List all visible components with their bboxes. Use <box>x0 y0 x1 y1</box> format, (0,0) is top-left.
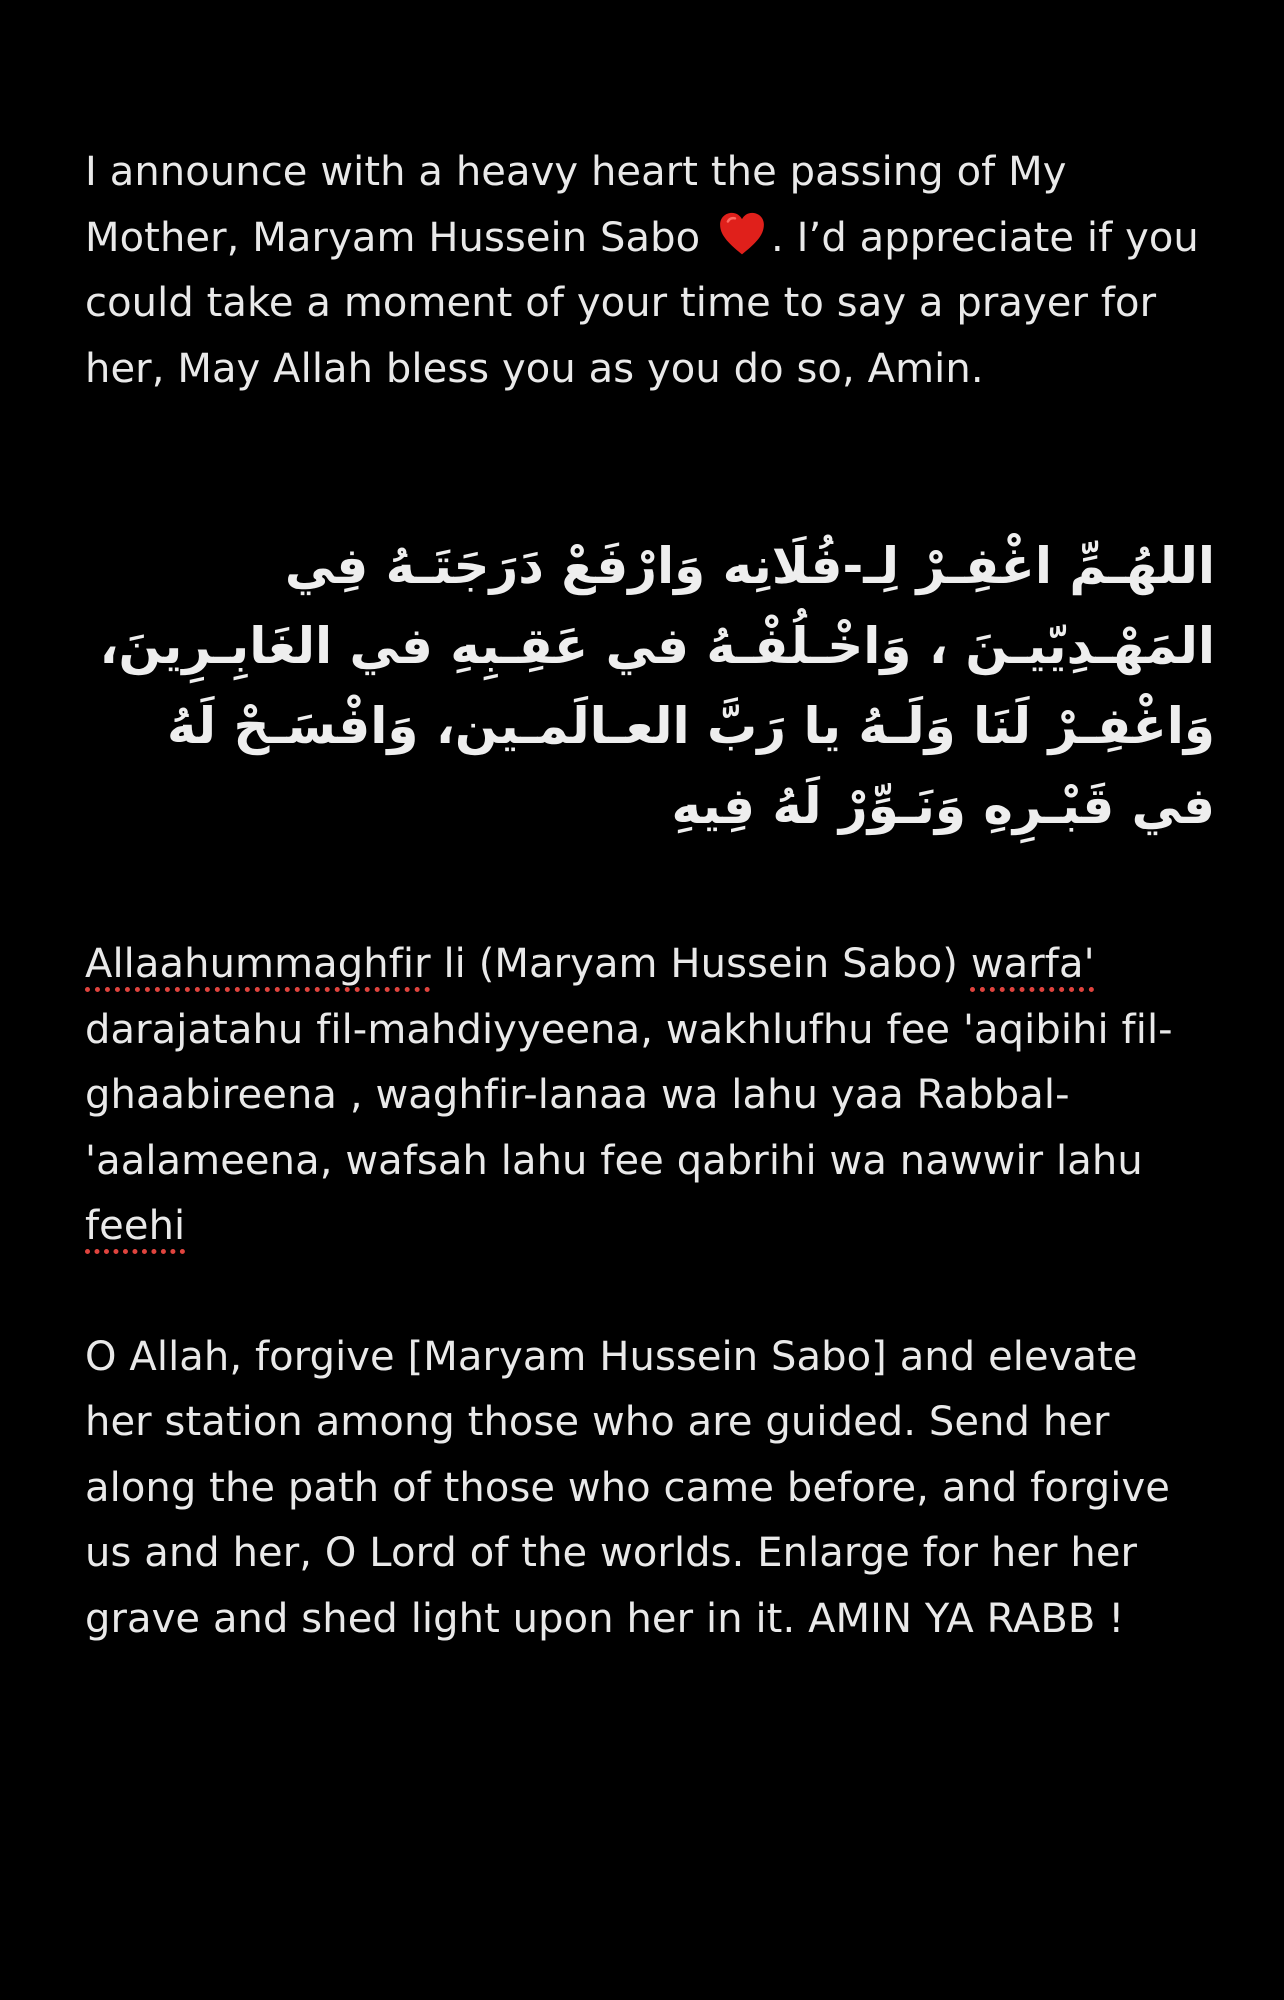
misspelled-word-feehi[interactable]: feehi <box>85 1203 186 1249</box>
note-body[interactable] <box>85 140 1215 1652</box>
transliteration-segment-2: li (Maryam Hussein Sabo) <box>430 941 971 987</box>
transliteration-paragraph[interactable] <box>85 932 1215 1260</box>
misspelled-word-warfa[interactable]: warfa' <box>970 941 1095 987</box>
transliteration-segment-3: darajatahu fil-mahdiyyeena, wakhlufhu fee 'aqibihi fil-ghaabireena , waghfir-lanaa wa lahu yaa Rabbal-'aalameena, wafsah lahu fee qabrihi wa nawwir lahu <box>85 1006 1173 1184</box>
intro-paragraph[interactable] <box>85 140 1215 402</box>
intro-text-part1: I announce with a heavy heart the passing of My Mother, Maryam Hussein Sabo <box>85 149 1067 261</box>
red-heart-icon <box>717 209 767 259</box>
arabic-dua[interactable]: اللهُـمِّ اغْفِـرْ لِـ-فُلَانِه وَارْفَعْ دَرَجَتَـهُ فِي المَهْـدِيّيـنَ ، وَاخْـلُفْـهُ في عَقِـبِهِ في الغَابِـرِينَ، وَاغْفِـرْ لَنَا وَلَـهُ يا رَبَّ العـالَمـين، وَافْسَـحْ لَهُ في قَبْـرِهِ وَنَـوِّرْ لَهُ فِيهِ <box>99 537 1215 835</box>
misspelled-word-allaahummaghfir[interactable]: Allaahummaghfir <box>85 941 431 987</box>
translation-paragraph[interactable]: O Allah, forgive [Maryam Hussein Sabo] and elevate her station among those who are guided. Send her along the path of those who came before, and forgive us and her, O Lord of the worlds. Enlarge for her her grave and shed light upon her in it. AMIN YA RABB ! <box>85 1333 1170 1642</box>
intro-text-part2: . I’d appreciate if you could take a moment of your time to say a prayer for her, May Allah bless you as you do so, Amin. <box>85 214 1199 392</box>
